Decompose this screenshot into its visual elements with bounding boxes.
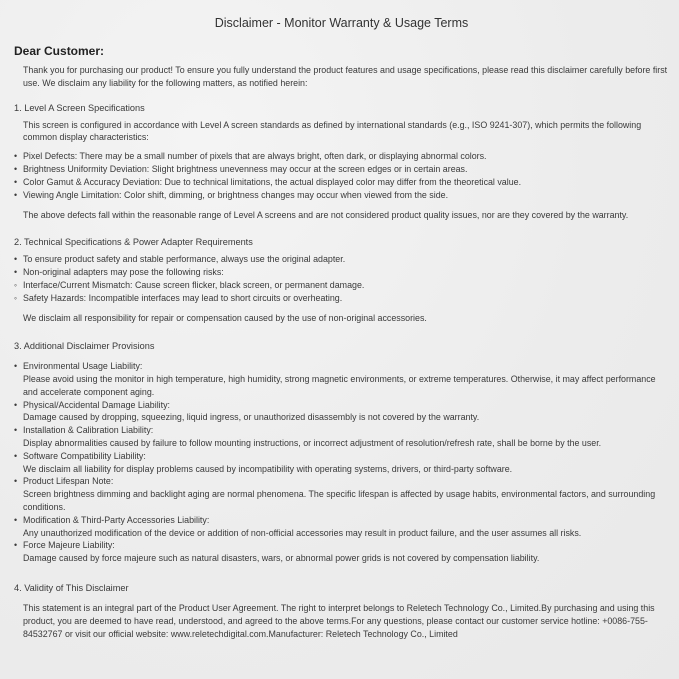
provision-text: Please avoid using the monitor in high temperature, high humidity, strong magnetic environments, or extreme temperatures. Otherwise, it may affect performance and accelerate component aging. — [23, 373, 656, 397]
provision-title: • Environmental Usage Liability: — [23, 361, 143, 372]
list-item — [14, 360, 669, 398]
list-item: • Color Gamut & Accuracy Deviation: Due to technical limitations, the actual displayed color may differ from the theoretical value. — [14, 176, 669, 189]
page-title: Disclaimer - Monitor Warranty & Usage Terms — [214, 16, 469, 30]
list-item: • To ensure product safety and stable performance, always use the original adapter. — [14, 253, 669, 266]
list-item — [14, 424, 669, 450]
section-4-heading: 4. Validity of This Disclaimer — [14, 582, 129, 593]
provision-text: Display abnormalities caused by failure to follow mounting instructions, or incorrect adjustment of resolution/refresh rate, shall be borne by the user. — [23, 437, 602, 448]
list-item: ◦ Interface/Current Mismatch: Cause screen flicker, black screen, or permanent damage. — [14, 279, 669, 292]
section-1-note: The above defects fall within the reasonable range of Level A screens and are not considered product quality issues, nor are they covered by the warranty. — [23, 210, 629, 221]
section-4-text: This statement is an integral part of the Product User Agreement. The right to interpret belongs to Reletech Technology Co., Limited.By purchasing and using this product, you are deemed to have read, understood, and agreed to the above terms.For any questions, please contact our customer service hotline: +0086-755-84532767 or visit our official website: www.reletechdigital.com.Manufacturer: Reletech Technology Co., Limited — [23, 602, 655, 639]
section-3-heading: 3. Additional Disclaimer Provisions — [14, 341, 155, 352]
provision-text: Damage caused by dropping, squeezing, liquid ingress, or unauthorized disassembly is not covered by the warranty. — [23, 412, 480, 423]
list-item — [14, 399, 669, 425]
list-item — [14, 450, 669, 476]
list-item — [14, 514, 669, 540]
intro-paragraph: Thank you for purchasing our product! To ensure you fully understand the product features and usage specifications, please read this disclaimer carefully before first use. We disclaim any liability for the following matters, as notified herein: — [23, 65, 668, 88]
provision-title: • Modification & Third-Party Accessories Liability: — [23, 514, 210, 525]
provision-text: Screen brightness dimming and backlight aging are normal phenomena. The specific lifespan is affected by usage habits, environmental factors, and surrounding conditions. — [23, 489, 656, 512]
list-item — [14, 539, 669, 565]
section-1-intro: This screen is configured in accordance with Level A screen standards as defined by international standards (e.g., ISO 9241-307), which permits the following common display characteristics: — [23, 119, 642, 143]
provision-text: Any unauthorized modification of the device or addition of non-official accessories may result in product failure, and the user assumes all risks. — [23, 527, 582, 538]
provision-text: We disclaim all liability for display problems caused by incompatibility with operating systems, drivers, or third-party software. — [23, 463, 513, 474]
provision-title: • Force Majeure Liability: — [23, 540, 115, 551]
list-item: ◦ Safety Hazards: Incompatible interfaces may lead to short circuits or overheating. — [14, 292, 669, 305]
provision-text: Damage caused by force majeure such as natural disasters, wars, or abnormal power grids is not covered by compensation liability. — [23, 553, 540, 564]
provision-title: • Installation & Calibration Liability: — [23, 425, 154, 436]
section-1-list — [14, 150, 669, 201]
section-1-heading: 1. Level A Screen Specifications — [14, 102, 145, 113]
provision-title: • Product Lifespan Note: — [23, 476, 114, 487]
greeting: Dear Customer: — [14, 44, 105, 58]
section-2-heading: 2. Technical Specifications & Power Adapter Requirements — [14, 237, 253, 248]
section-2-note: We disclaim all responsibility for repair or compensation caused by the use of non-original accessories. — [23, 313, 427, 324]
section-3-list — [14, 360, 669, 565]
section-2-list — [14, 253, 669, 304]
list-item: • Viewing Angle Limitation: Color shift, dimming, or brightness changes may occur when viewed from the side. — [14, 189, 669, 202]
list-item — [14, 475, 669, 513]
provision-title: • Physical/Accidental Damage Liability: — [23, 399, 171, 410]
provision-title: • Software Compatibility Liability: — [23, 450, 146, 461]
list-item: • Non-original adapters may pose the following risks: — [14, 266, 669, 279]
list-item: • Pixel Defects: There may be a small number of pixels that are always bright, often dark, or displaying abnormal colors. — [14, 150, 669, 163]
list-item: • Brightness Uniformity Deviation: Slight brightness unevenness may occur at the screen edges or in certain areas. — [14, 163, 669, 176]
